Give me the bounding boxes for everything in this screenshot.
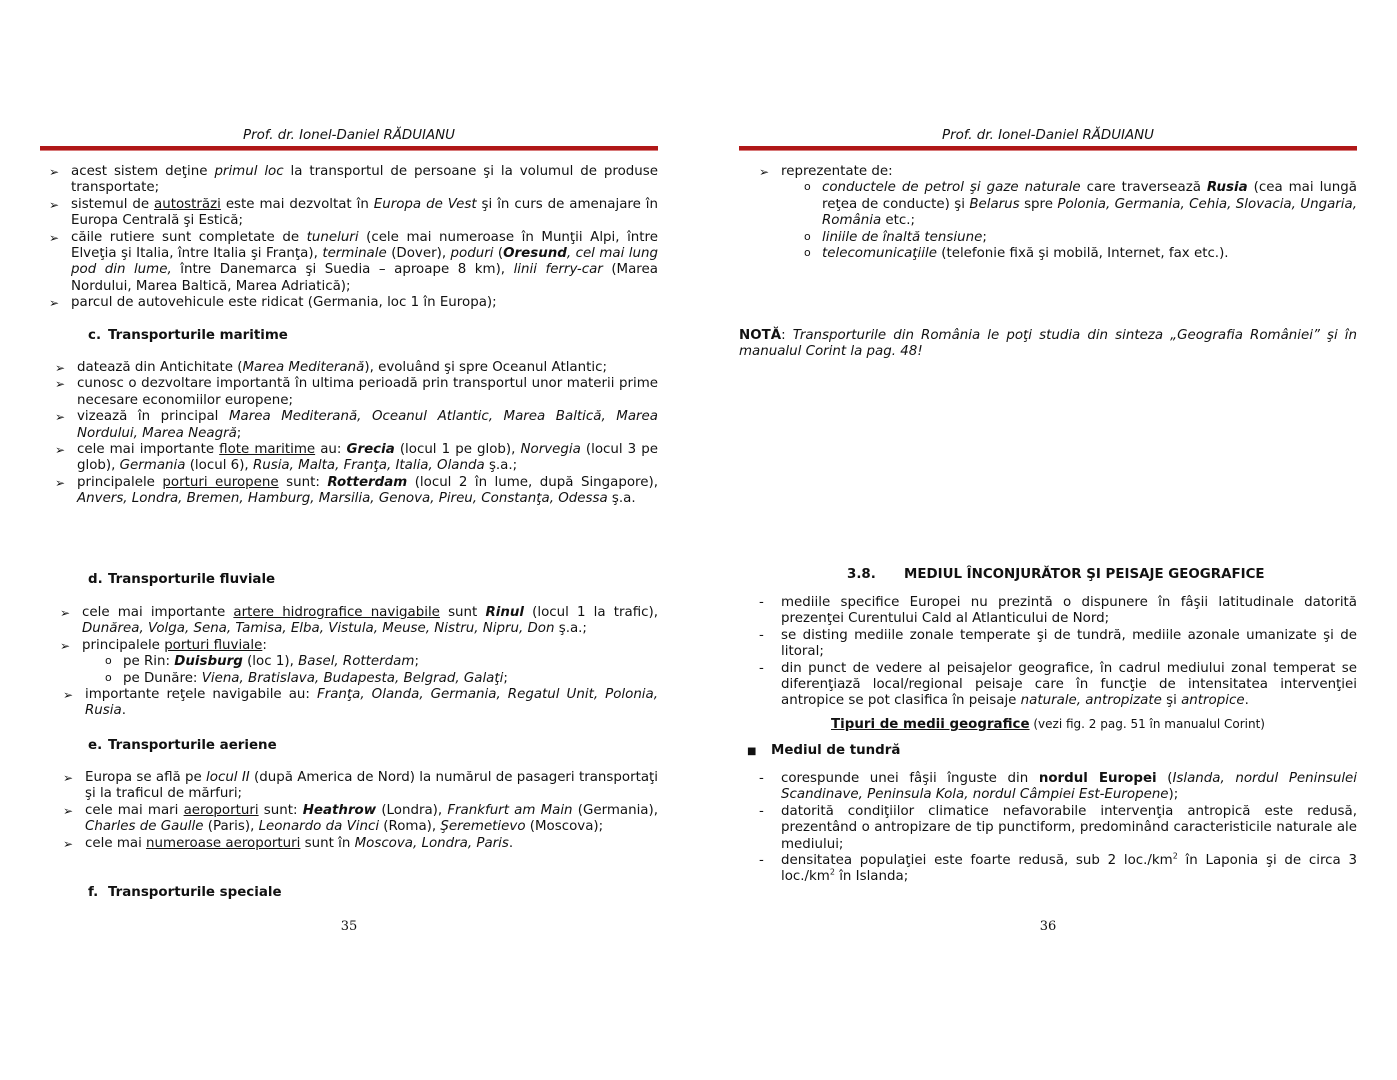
- river-transport-list: [40, 605, 658, 720]
- list-item: ➢ sistemul de autostrăzi este mai dezvoltat în Europa de Vest şi în curs de amenajare în Europa Centrală şi Estică;: [71, 197, 658, 230]
- list-item: o pe Rin: Duisburg (loc 1), Basel, Rotterdam;: [123, 654, 658, 670]
- list-item: - corespunde unei fâşii înguste din nordul Europei (Islanda, nordul Peninsulei Scandinave, Peninsula Kola, nordul Câmpiei Est-Europene);: [781, 771, 1357, 804]
- list-item: - din punct de vedere al peisajelor geografice, în cadrul mediului zonal temperat se diferenţiază local/regional peisaje care în funcţie de intensitatea intervenţiei antropice se pot clasifica în peisaje naturale, antropizate şi antropice.: [781, 661, 1357, 710]
- page-number: 36: [1039, 919, 1057, 934]
- page-35: [40, 0, 658, 1080]
- section-heading-air: e. Transporturile aeriene: [88, 738, 277, 753]
- list-item: - mediile specifice Europei nu prezintă o dispunere în fâşii latitudinale datorită prezenţei Curentului Cald al Atlanticului de Nord;: [781, 595, 1357, 628]
- list-item: ➢ principalele porturi fluviale:: [82, 638, 658, 654]
- road-transport-list: [40, 164, 658, 312]
- note-paragraph: NOTĂ: Transporturile din România le poţi studia din sinteza „Geografia României” şi în manualul Corint la pag. 48!: [739, 328, 1357, 360]
- list-item: ➢ vizează în principal Marea Mediterană, Oceanul Atlantic, Marea Baltică, Marea Nordului, Marea Neagră;: [77, 409, 658, 442]
- list-item: ➢ importante reţele navigabile au: Franţa, Olanda, Germania, Regatul Unit, Polonia, Rusia.: [85, 687, 658, 720]
- list-item: ➢ datează din Antichitate (Marea Mediterană), evoluând şi spre Oceanul Atlantic;: [77, 360, 658, 376]
- page-header: Prof. dr. Ionel-Daniel RĂDUIANU: [942, 128, 1154, 143]
- square-bullet-icon: ■: [747, 746, 757, 757]
- environment-list: [739, 595, 1357, 710]
- list-item: ➢ cele mai numeroase aeroporturi sunt în Moscova, Londra, Paris.: [85, 836, 658, 852]
- page-number: 35: [340, 919, 358, 934]
- list-item: ➢ cunosc o dezvoltare importantă în ultima perioadă prin transportul unor materii prime necesare economiilor europene;: [77, 376, 658, 409]
- header-rule: [739, 146, 1357, 151]
- page-header: Prof. dr. Ionel-Daniel RĂDUIANU: [243, 128, 455, 143]
- list-item: o conductele de petrol şi gaze naturale care traversează Rusia (cea mai lungă reţea de conducte) şi Belarus spre Polonia, Germania, Cehia, Slovacia, Ungaria, România etc.;: [822, 180, 1357, 229]
- section-heading-environment: 3.8. MEDIUL ÎNCONJURĂTOR ŞI PEISAJE GEOGRAFICE: [847, 567, 1265, 582]
- list-item: o pe Dunăre: Viena, Bratislava, Budapesta, Belgrad, Galaţi;: [123, 671, 658, 687]
- types-heading: Tipuri de medii geografice (vezi fig. 2 pag. 51 în manualul Corint): [831, 717, 1265, 732]
- list-item: - datorită condiţiilor climatice nefavorabile intervenţia antropică este redusă, prezentând o antropizare de tip punctiform, predominând caracteristicile naturale ale mediului;: [781, 804, 1357, 853]
- air-transport-list: [40, 770, 658, 852]
- list-item: ➢ Europa se află pe locul II (după America de Nord) la numărul de pasageri transportaţi şi la traficul de mărfuri;: [85, 770, 658, 803]
- list-item: ➢ acest sistem deţine primul loc la transportul de persoane şi la volumul de produse transportate;: [71, 164, 658, 197]
- header-rule: [40, 146, 658, 151]
- tundra-heading: ■ Mediul de tundră: [747, 743, 1365, 760]
- special-transport-list: [739, 164, 1357, 262]
- list-item: ➢ cele mai importante artere hidrografice navigabile sunt Rinul (locul 1 la trafic), Dunărea, Volga, Sena, Tamisa, Elba, Vistula, Meuse, Nistru, Nipru, Don ş.a.;: [82, 605, 658, 638]
- list-item: ➢ cele mai importante flote maritime au: Grecia (locul 1 pe glob), Norvegia (locul 3 pe glob), Germania (locul 6), Rusia, Malta, Franţa, Italia, Olanda ş.a.;: [77, 442, 658, 475]
- section-heading-river: d. Transporturile fluviale: [88, 572, 276, 587]
- list-item: ➢ principalele porturi europene sunt: Rotterdam (locul 2 în lume, după Singapore), Anvers, Londra, Bremen, Hamburg, Marsilia, Genova, Pireu, Constanţa, Odessa ş.a.: [77, 475, 658, 508]
- list-item: o liniile de înaltă tensiune;: [822, 230, 1357, 246]
- list-item: ➢ parcul de autovehicule este ridicat (Germania, loc 1 în Europa);: [71, 295, 658, 311]
- tundra-list: [739, 771, 1357, 886]
- page-36: [739, 0, 1357, 1080]
- list-item: - densitatea populaţiei este foarte redusă, sub 2 $loc./km^2$ în Laponia şi de circa 3 $loc./km^2$ în Islanda;: [781, 853, 1357, 886]
- section-heading-special: f. Transporturile speciale: [88, 885, 282, 900]
- list-item: ➢ reprezentate de:: [781, 164, 1357, 180]
- list-item: ➢ cele mai mari aeroporturi sunt: Heathrow (Londra), Frankfurt am Main (Germania), Charles de Gaulle (Paris), Leonardo da Vinci (Roma), Şeremetievo (Moscova);: [85, 803, 658, 836]
- list-item: o telecomunicaţiile (telefonie fixă şi mobilă, Internet, fax etc.).: [822, 246, 1357, 262]
- list-item: - se disting mediile zonale temperate şi de tundră, mediile azonale umanizate şi de litoral;: [781, 628, 1357, 661]
- section-heading-maritime: c. Transporturile maritime: [88, 328, 288, 343]
- list-item: ➢ căile rutiere sunt completate de tuneluri (cele mai numeroase în Munţii Alpi, între Elveţia şi Italia, între Italia şi Franţa), terminale (Dover), poduri (Oresund, cel mai lung pod din lume, între Danemarca şi Suedia – aproape 8 km), linii ferry-car (Marea Nordului, Marea Baltică, Marea Adriatică);: [71, 230, 658, 296]
- maritime-transport-list: [40, 360, 658, 508]
